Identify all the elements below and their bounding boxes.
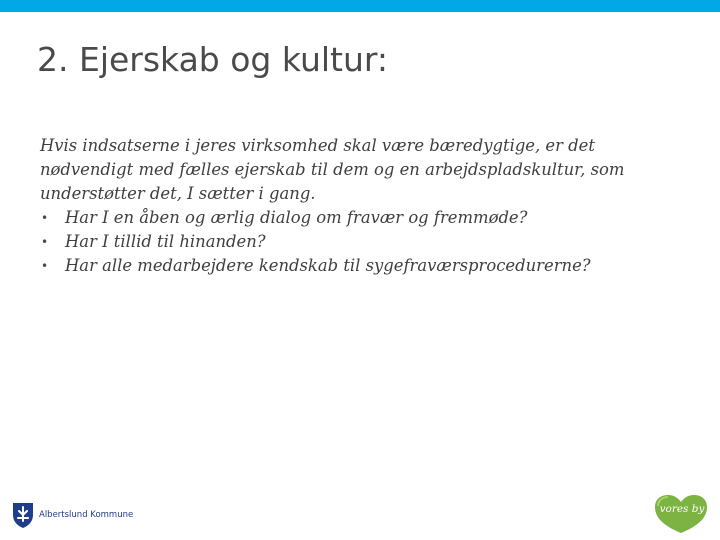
municipality-name: Albertslund Kommune xyxy=(39,510,134,520)
bullet-dot: • xyxy=(41,259,49,273)
bullet-text: Har I tillid til hinanden? xyxy=(65,232,266,251)
intro-paragraph: Hvis indsatserne i jeres virksomhed skal være bæredygtige, er det nødvendigt med fælles ejerskab til dem og en arbejdspladskultur, som understøtter det, I sætter i gang. xyxy=(40,136,625,203)
albertslund-kommune-logo xyxy=(11,500,133,530)
slide-title: 2. Ejerskab og kultur: xyxy=(37,40,389,79)
slide-body xyxy=(40,134,690,278)
municipality-crest-icon xyxy=(11,501,35,529)
bullet-text: Har alle medarbejdere kendskab til sygefraværsprocedurerne? xyxy=(65,256,591,275)
vores-by-logo xyxy=(652,492,710,536)
bullet-item xyxy=(40,230,690,254)
bullet-item xyxy=(40,254,690,278)
vores-by-text: vores by xyxy=(659,503,705,515)
bullet-item xyxy=(40,206,690,230)
bullet-dot: • xyxy=(41,211,49,225)
top-accent-bar xyxy=(0,0,720,12)
bullet-list xyxy=(40,206,690,278)
bullet-text: Har I en åben og ærlig dialog om fravær og fremmøde? xyxy=(65,208,528,227)
bullet-dot: • xyxy=(41,235,49,249)
